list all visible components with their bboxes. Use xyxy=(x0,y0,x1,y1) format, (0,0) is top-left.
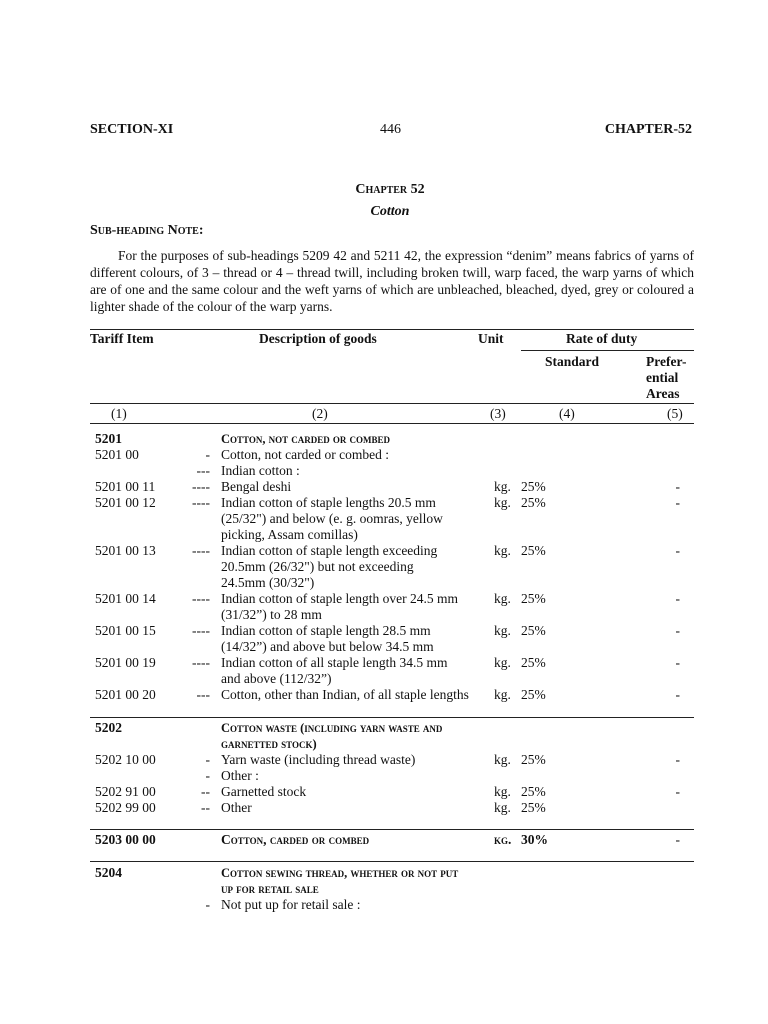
description-line: Other xyxy=(221,800,252,815)
tariff-item: 5201 00 12 xyxy=(95,495,156,510)
tariff-item: 5202 91 00 xyxy=(95,784,156,799)
goods-description xyxy=(221,463,300,479)
description-line: Not put up for retail sale : xyxy=(221,897,361,912)
preferential-rate: - xyxy=(675,479,680,494)
standard-rate: 30% xyxy=(521,832,548,847)
preferential-rate: - xyxy=(675,543,680,558)
description-line: Indian cotton : xyxy=(221,463,300,478)
chapter-title: Chapter 52 xyxy=(355,182,425,197)
description-line: Bengal deshi xyxy=(221,479,292,494)
colnum-4: (4) xyxy=(559,406,575,421)
description-line: Garnetted stock xyxy=(221,784,307,799)
preferential-rate: - xyxy=(675,495,680,510)
unit: kg. xyxy=(494,687,511,702)
header-tariff-item: Tariff Item xyxy=(90,331,154,346)
description-line: picking, Assam comillas) xyxy=(221,527,358,542)
goods-description xyxy=(221,865,458,897)
standard-rate: 25% xyxy=(521,784,546,799)
unit: kg. xyxy=(494,832,512,847)
pref-line-3: Areas xyxy=(646,386,680,401)
dash-level: ---- xyxy=(192,623,210,638)
tariff-item: 5202 99 00 xyxy=(95,800,156,815)
standard-rate: 25% xyxy=(521,800,546,815)
unit: kg. xyxy=(494,495,511,510)
header-standard: Standard xyxy=(545,354,600,369)
description-line: Yarn waste (including thread waste) xyxy=(221,752,416,767)
table-top-rule xyxy=(90,329,694,330)
description-line: 24.5mm (30/32") xyxy=(221,575,315,590)
tariff-item: 5201 00 xyxy=(95,447,139,462)
goods-description xyxy=(221,447,389,463)
pref-line-1: Prefer- xyxy=(646,354,687,369)
tariff-item: 5201 00 19 xyxy=(95,655,156,670)
preferential-rate: - xyxy=(675,591,680,606)
unit: kg. xyxy=(494,655,511,670)
tariff-item: 5202 xyxy=(95,720,122,735)
goods-description xyxy=(221,784,306,800)
unit: kg. xyxy=(494,784,511,799)
rate-rule xyxy=(521,350,694,351)
colnum-5: (5) xyxy=(667,406,683,421)
goods-description xyxy=(221,431,390,447)
dash-level: ---- xyxy=(192,655,210,670)
tariff-item: 5201 00 11 xyxy=(95,479,156,494)
section-label: SECTION-XI xyxy=(90,122,174,137)
description-line: Cotton sewing thread, whether or not put xyxy=(221,866,459,880)
standard-rate: 25% xyxy=(521,543,546,558)
unit: kg. xyxy=(494,543,511,558)
description-line: garnetted stock) xyxy=(221,737,317,751)
description-line: Other : xyxy=(221,768,259,783)
description-line: Cotton, not carded or combed : xyxy=(221,447,389,462)
goods-description xyxy=(221,832,369,848)
goods-description xyxy=(221,543,437,591)
preferential-rate: - xyxy=(675,784,680,799)
description-line: and above (112/32”) xyxy=(221,671,332,686)
tariff-item: 5201 00 13 xyxy=(95,543,156,558)
colnum-2: (2) xyxy=(312,406,328,421)
header-preferential xyxy=(646,354,686,402)
goods-description xyxy=(221,495,443,543)
dash-level: -- xyxy=(201,800,210,815)
dash-level: - xyxy=(205,752,210,767)
goods-description xyxy=(221,479,291,495)
dash-level: --- xyxy=(196,463,210,478)
header-rate-of-duty: Rate of duty xyxy=(566,331,638,346)
colnum-1: (1) xyxy=(111,406,127,421)
dash-level: - xyxy=(205,897,210,912)
standard-rate: 25% xyxy=(521,591,546,606)
standard-rate: 25% xyxy=(521,687,546,702)
unit: kg. xyxy=(494,800,511,815)
standard-rate: 25% xyxy=(521,479,546,494)
description-line: (31/32”) to 28 mm xyxy=(221,607,322,622)
dash-level: ---- xyxy=(192,543,210,558)
goods-description xyxy=(221,655,447,687)
goods-description xyxy=(221,752,415,768)
description-line: Cotton, not carded or combed xyxy=(221,432,390,446)
description-line: Cotton waste (including yarn waste and xyxy=(221,721,443,735)
dash-level: ---- xyxy=(192,495,210,510)
header-bottom-rule xyxy=(90,403,694,404)
description-line: (25/32") and below (e. g. oomras, yellow xyxy=(221,511,443,526)
colnum-rule xyxy=(90,423,694,424)
preferential-rate: - xyxy=(675,832,680,847)
standard-rate: 25% xyxy=(521,623,546,638)
tariff-item: 5204 xyxy=(95,865,122,880)
unit: kg. xyxy=(494,479,511,494)
group-rule-5203 xyxy=(90,829,694,830)
dash-level: ---- xyxy=(192,479,210,494)
preferential-rate: - xyxy=(675,655,680,670)
subheading-note-label: Sub-heading Note: xyxy=(90,223,204,238)
tariff-item: 5203 00 00 xyxy=(95,832,156,847)
unit: kg. xyxy=(494,591,511,606)
description-line: Indian cotton of staple length over 24.5 mm xyxy=(221,591,458,606)
group-rule-5204 xyxy=(90,861,694,862)
dash-level: - xyxy=(205,768,210,783)
standard-rate: 25% xyxy=(521,495,546,510)
pref-line-2: ential xyxy=(646,370,679,385)
dash-level: ---- xyxy=(192,591,210,606)
preferential-rate: - xyxy=(675,623,680,638)
dash-level: --- xyxy=(196,687,210,702)
description-line: (14/32”) and above but below 34.5 mm xyxy=(221,639,434,654)
subheading-note-text: For the purposes of sub-headings 5209 42 and 5211 42, the expression “denim” means fabrics of yarns of different colours, of 3 – thread or 4 – thread twill, including broken twill, warp faced, the warp yarns of which are of one and the same colour and the weft yarns of which are unbleached, bleached, dyed, grey or coloured a lighter shade of the colour of the warp yarns. xyxy=(90,248,694,314)
colnum-3: (3) xyxy=(490,406,506,421)
description-line: 20.5mm (26/32") but not exceeding xyxy=(221,559,414,574)
page-number: 446 xyxy=(380,122,401,137)
description-line: Cotton, carded or combed xyxy=(221,832,370,847)
goods-description xyxy=(221,687,469,703)
chapter-subtitle: Cotton xyxy=(370,204,410,219)
standard-rate: 25% xyxy=(521,752,546,767)
tariff-item: 5201 00 20 xyxy=(95,687,156,702)
tariff-item: 5201 00 15 xyxy=(95,623,156,638)
goods-description xyxy=(221,800,252,816)
description-line: Cotton, other than Indian, of all staple lengths xyxy=(221,687,469,702)
chapter-label: CHAPTER-52 xyxy=(604,122,692,137)
goods-description xyxy=(221,720,442,752)
dash-level: -- xyxy=(201,784,210,799)
unit: kg. xyxy=(494,623,511,638)
dash-level: - xyxy=(205,447,210,462)
description-line: Indian cotton of staple length 28.5 mm xyxy=(221,623,431,638)
header-description: Description of goods xyxy=(259,331,377,346)
tariff-item: 5202 10 00 xyxy=(95,752,156,767)
goods-description xyxy=(221,623,434,655)
goods-description xyxy=(221,768,259,784)
header-unit: Unit xyxy=(478,331,504,346)
group-rule-5202 xyxy=(90,717,694,718)
standard-rate: 25% xyxy=(521,655,546,670)
description-line: Indian cotton of all staple length 34.5 mm xyxy=(221,655,448,670)
description-line: up for retail sale xyxy=(221,882,319,896)
preferential-rate: - xyxy=(675,687,680,702)
description-line: Indian cotton of staple length exceeding xyxy=(221,543,438,558)
preferential-rate: - xyxy=(675,752,680,767)
tariff-item: 5201 00 14 xyxy=(95,591,156,606)
goods-description xyxy=(221,897,360,913)
unit: kg. xyxy=(494,752,511,767)
goods-description xyxy=(221,591,458,623)
description-line: Indian cotton of staple lengths 20.5 mm xyxy=(221,495,436,510)
tariff-item: 5201 xyxy=(95,431,122,446)
